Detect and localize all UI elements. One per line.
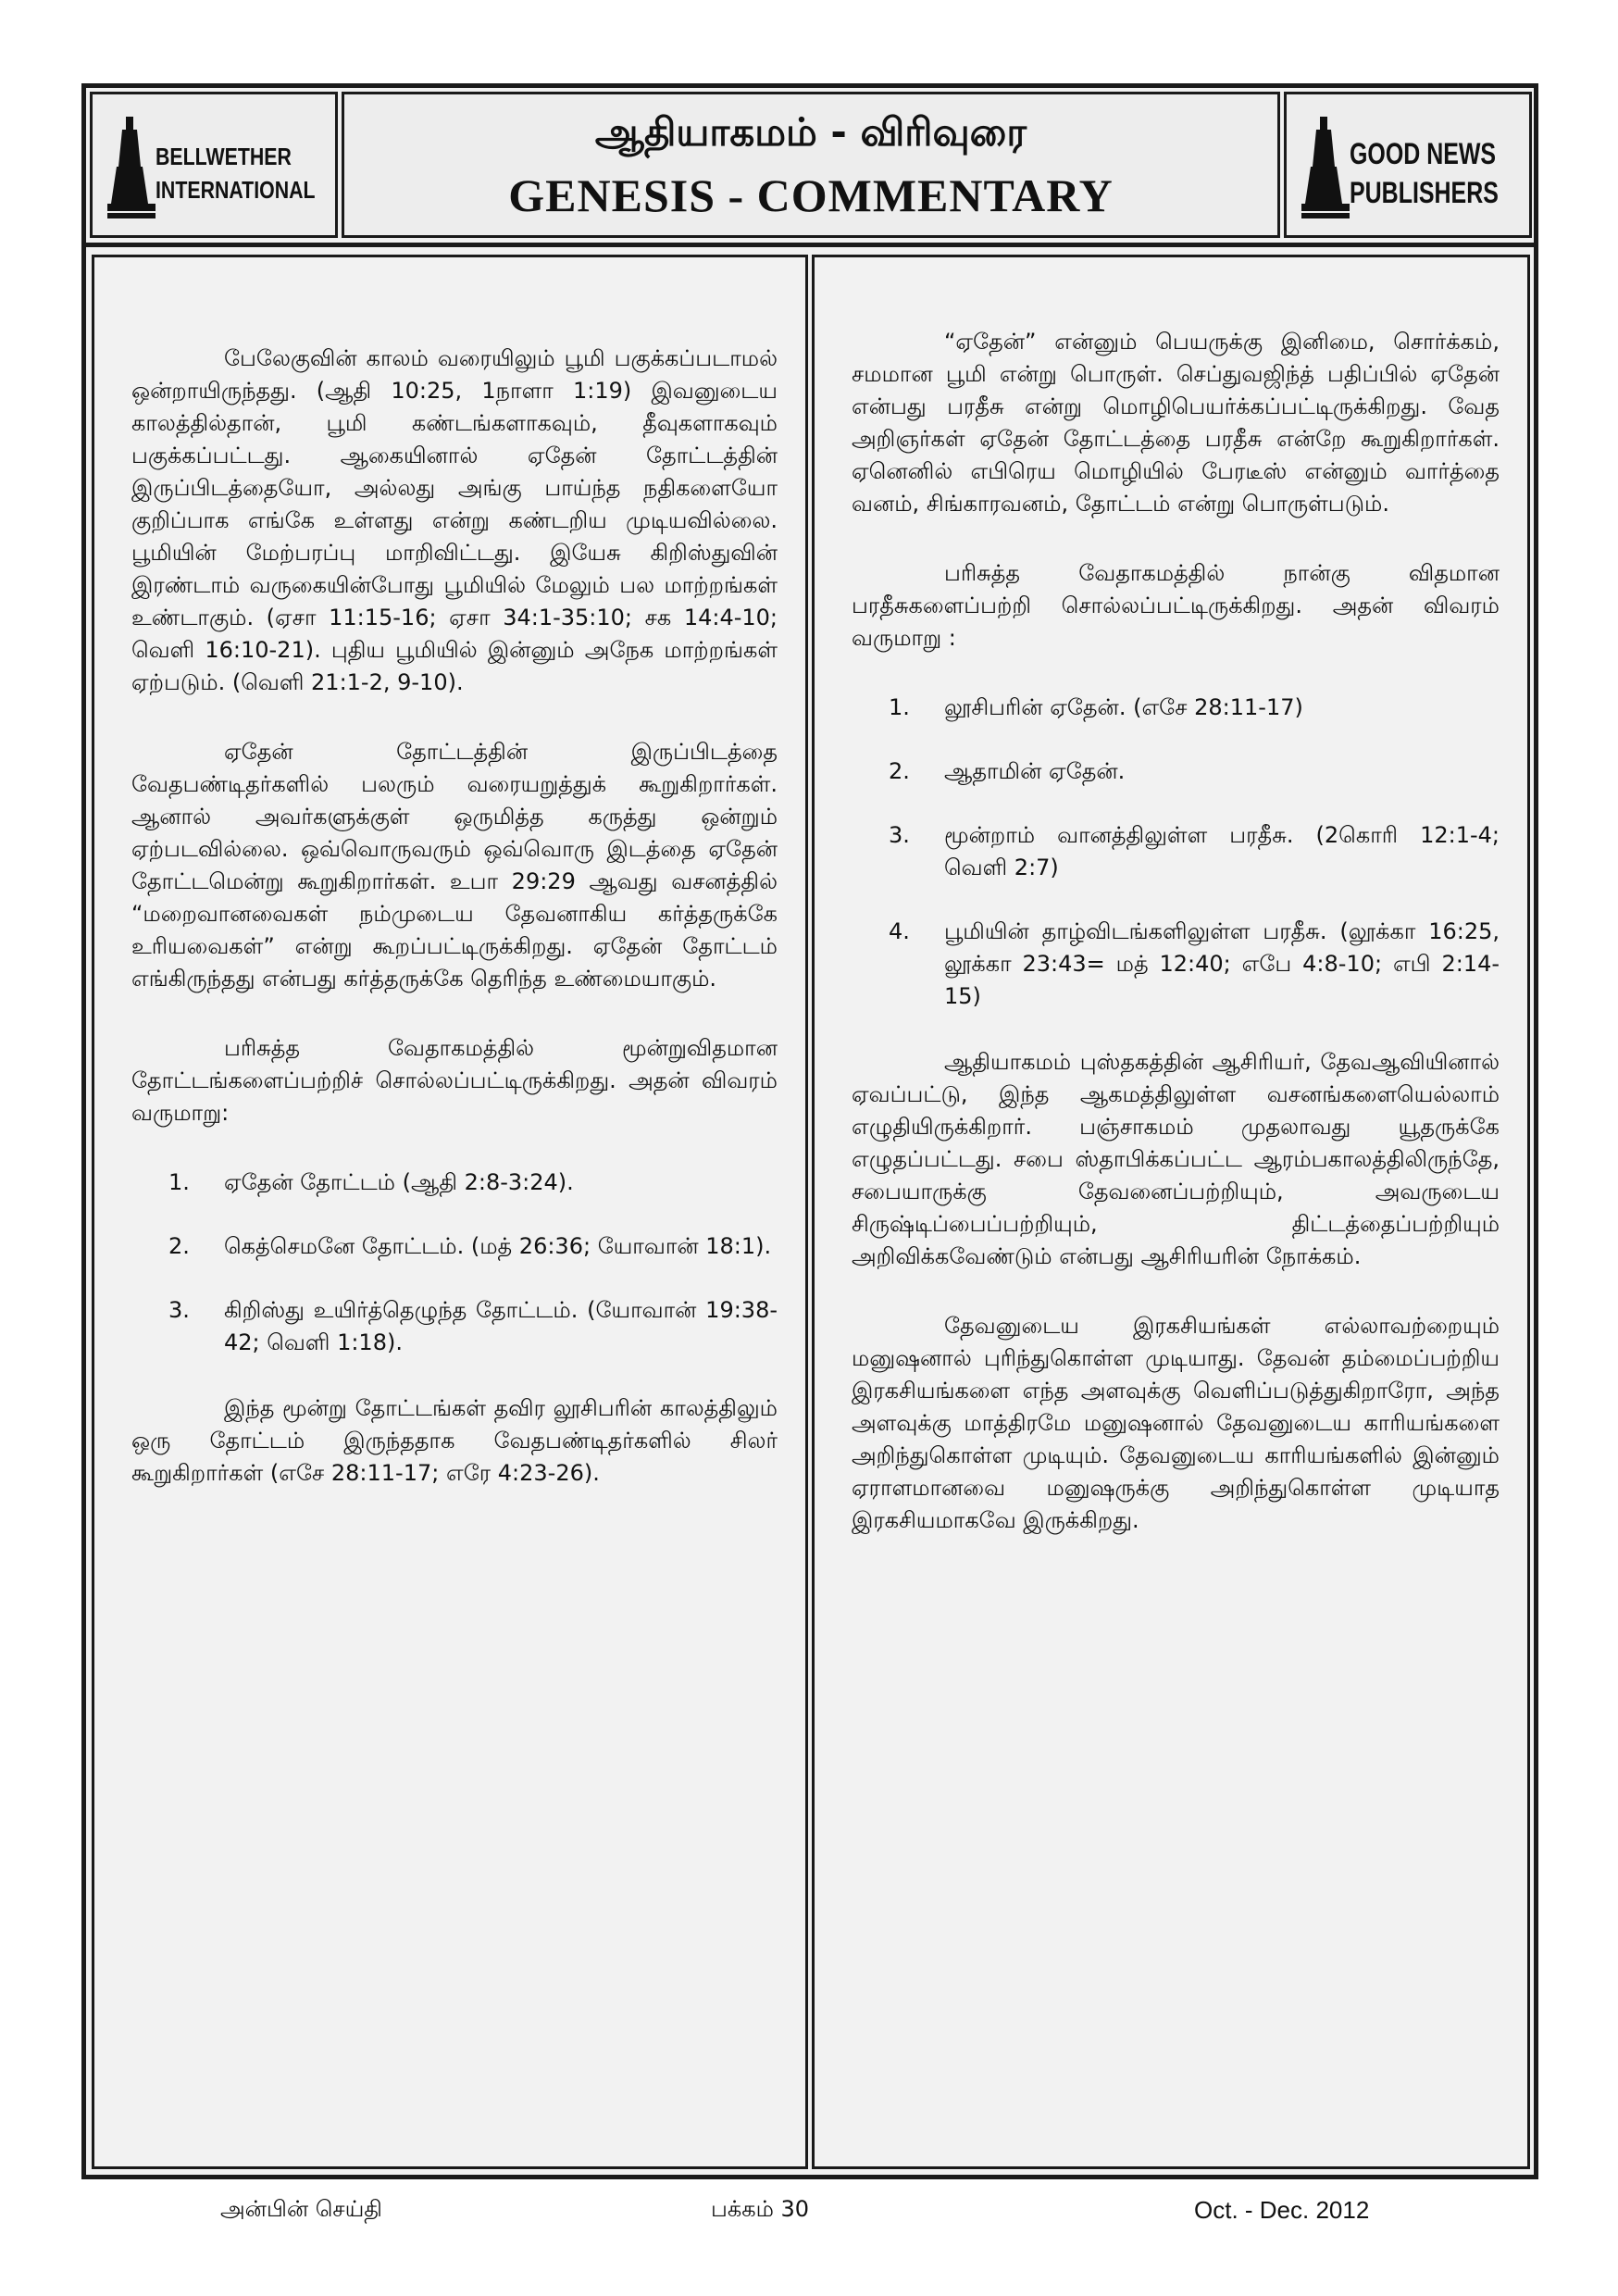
left-logo-line2: INTERNATIONAL [156, 176, 316, 204]
list-item: 2. ஆதாமின் ஏதேன். [889, 758, 1126, 784]
list-item: 3. கிறிஸ்து உயிர்த்தெழுந்த தோட்டம். (யோவான் 19:38-42; வெளி 1:18). [168, 1297, 778, 1355]
bellwether-logo [102, 107, 329, 228]
left-column [92, 255, 808, 2169]
list-item: 3. மூன்றாம் வானத்திலுள்ள பரதீசு. (2கொரி 12:1-4; வெளி 2:7) [889, 822, 1500, 880]
page-body [86, 247, 1534, 2175]
title-box [342, 92, 1280, 238]
left-logo-box [90, 92, 338, 238]
left-paragraph-4: இந்த மூன்று தோட்டங்கள் தவிர லூசிபரின் காலத்திலும் ஒரு தோட்டம் இருந்ததாக வேதபண்டிதர்களில் சிலர் கூறுகிறார்கள் (எசே 28:11-17; எரே 4:23-26). [131, 1395, 778, 1486]
title-tamil: ஆதியாகமம் - விரிவுரை [594, 109, 1027, 155]
left-logo-line1: BELLWETHER [156, 143, 292, 170]
right-paragraph-3: ஆதியாகமம் புஸ்தகத்தின் ஆசிரியர், தேவஆவியினால் ஏவப்பட்டு, இந்த ஆகமத்திலுள்ள வசனங்களையெல்லாம் எழுதியிருக்கிறார். பஞ்சாகமம் முதலாவது யூதருக்கே எழுதப்பட்டது. சபை ஸ்தாபிக்கப்பட்ட ஆரம்பகாலத்திலிருந்தே, சபையாருக்கு தேவனைப்பற்றியும், அவருடைய சிருஷ்டிப்பைப்பற்றியும், திட்டத்தைப்பற்றியும் அறிவிக்கவேண்டும் என்பது ஆசிரியரின் நோக்கம். [852, 1049, 1500, 1269]
title-english: GENESIS - COMMENTARY [508, 169, 1114, 221]
footer-page-number: பக்கம் 30 [711, 2196, 810, 2222]
right-paragraph-4: தேவனுடைய இரகசியங்கள் எல்லாவற்றையும் மனுஷனால் புரிந்துகொள்ள முடியாது. தேவன் தம்மைப்பற்றிய இரகசியங்களை எந்த அளவுக்கு வெளிப்படுத்துகிறாரோ, அந்த அளவுக்கு மாத்திரமே மனுஷனால் தேவனுடைய காரியங்களை அறிந்துகொள்ள முடியும். தேவனுடைய காரியங்களில் இன்னும் ஏராளமானவை மனுஷருக்கு அறிந்துகொள்ள முடியாத இரகசியமாகவே இருக்கிறது. [852, 1313, 1500, 1533]
list-item: 1. ஏதேன் தோட்டம் (ஆதி 2:8-3:24). [168, 1169, 574, 1195]
footer-issue-date: Oct. - Dec. 2012 [1194, 2196, 1370, 2224]
left-paragraph-3: பரிசுத்த வேதாகமத்தில் மூன்றுவிதமான தோட்டங்களைப்பற்றிச் சொல்லப்பட்டிருக்கிறது. அதன் விவரம் வருமாறு: [131, 1035, 778, 1126]
bellwether-tower-icon [106, 111, 161, 222]
right-paragraph-2: பரிசுத்த வேதாகமத்தில் நான்கு விதமான பரதீசுகளைப்பற்றி சொல்லப்பட்டிருக்கிறது. அதன் விவரம் வருமாறு : [852, 560, 1500, 651]
right-logo-line2: PUBLISHERS [1350, 176, 1499, 209]
list-item: 1. லூசிபரின் ஏதேன். (எசே 28:11-17) [889, 694, 1303, 720]
right-column [812, 255, 1530, 2169]
list-item: 4. பூமியின் தாழ்விடங்களிலுள்ள பரதீசு. (லூக்கா 16:25, லூக்கா 23:43= மத் 12:40; எபே 4:8-10; எபி 2:14-15) [889, 918, 1500, 1009]
list-item: 2. கெத்செமனே தோட்டம். (மத் 26:36; யோவான் 18:1). [168, 1233, 772, 1259]
right-paragraph-1: “ஏதேன்” என்னும் பெயருக்கு இனிமை, சொர்க்கம், சமமான பூமி என்று பொருள். செப்துவஜிந்த் பதிப்பில் ஏதேன் என்பது பரதீசு என்று மொழிபெயர்க்கப்பட்டிருக்கிறது. வேத அறிஞர்கள் ஏதேன் தோட்டத்தை பரதீசு என்றே கூறுகிறார்கள். ஏனெனில் எபிரெய மொழியில் பேரடீஸ் என்னும் வார்த்தை வனம், சிங்காரவனம், தோட்டம் என்று பொருள்படும். [852, 329, 1500, 517]
good-news-logo [1296, 107, 1523, 228]
right-logo-box [1284, 92, 1532, 238]
left-paragraph-1: பேலேகுவின் காலம் வரையிலும் பூமி பகுக்கப்படாமல் ஒன்றாயிருந்தது. (ஆதி 10:25, 1நாளா 1:19) இவனுடைய காலத்தில்தான், பூமி கண்டங்களாகவும், தீவுகளாகவும் பகுக்கப்பட்டது. ஆகையினால் ஏதேன் தோட்டத்தின் இருப்பிடத்தையோ, அல்லது அங்கு பாய்ந்த நதிகளையோ குறிப்பாக எங்கே உள்ளது என்று கண்டறிய முடியவில்லை. பூமியின் மேற்பரப்பு மாறிவிட்டது. இயேசு கிறிஸ்துவின் இரண்டாம் வருகையின்போது பூமியில் மேலும் பல மாற்றங்கள் உண்டாகும். (ஏசா 11:15-16; ஏசா 34:1-35:10; சக 14:4-10; வெளி 16:10-21). புதிய பூமியில் இன்னும் அநேக மாற்றங்கள் ஏற்படும். (வெளி 21:1-2, 9-10). [131, 345, 778, 695]
gardens-list [131, 1167, 778, 1359]
footer-magazine: அன்பின் செய்தி [220, 2196, 382, 2222]
page-frame [81, 83, 1538, 2179]
good-news-tower-icon [1300, 111, 1355, 222]
page-header [86, 88, 1534, 247]
paradise-list [852, 692, 1500, 1013]
right-logo-line1: GOOD NEWS [1350, 137, 1497, 170]
left-paragraph-2: ஏதேன் தோட்டத்தின் இருப்பிடத்தை வேதபண்டிதர்களில் பலரும் வரையறுத்துக் கூறுகிறார்கள். ஆனால் அவர்களுக்குள் ஒருமித்த கருத்து ஒன்றும் ஏற்படவில்லை. ஒவ்வொருவரும் ஒவ்வொரு இடத்தை ஏதேன் தோட்டமென்று கூறுகிறார்கள். உபா 29:29 ஆவது வசனத்தில் “மறைவானவைகள் நம்முடைய தேவனாகிய கர்த்தருக்கே உரியவைகள்” என்று கூறப்பட்டிருக்கிறது. ஏதேன் தோட்டம் எங்கிருந்தது என்பது கர்த்தருக்கே தெரிந்த உண்மையாகும். [131, 739, 778, 992]
